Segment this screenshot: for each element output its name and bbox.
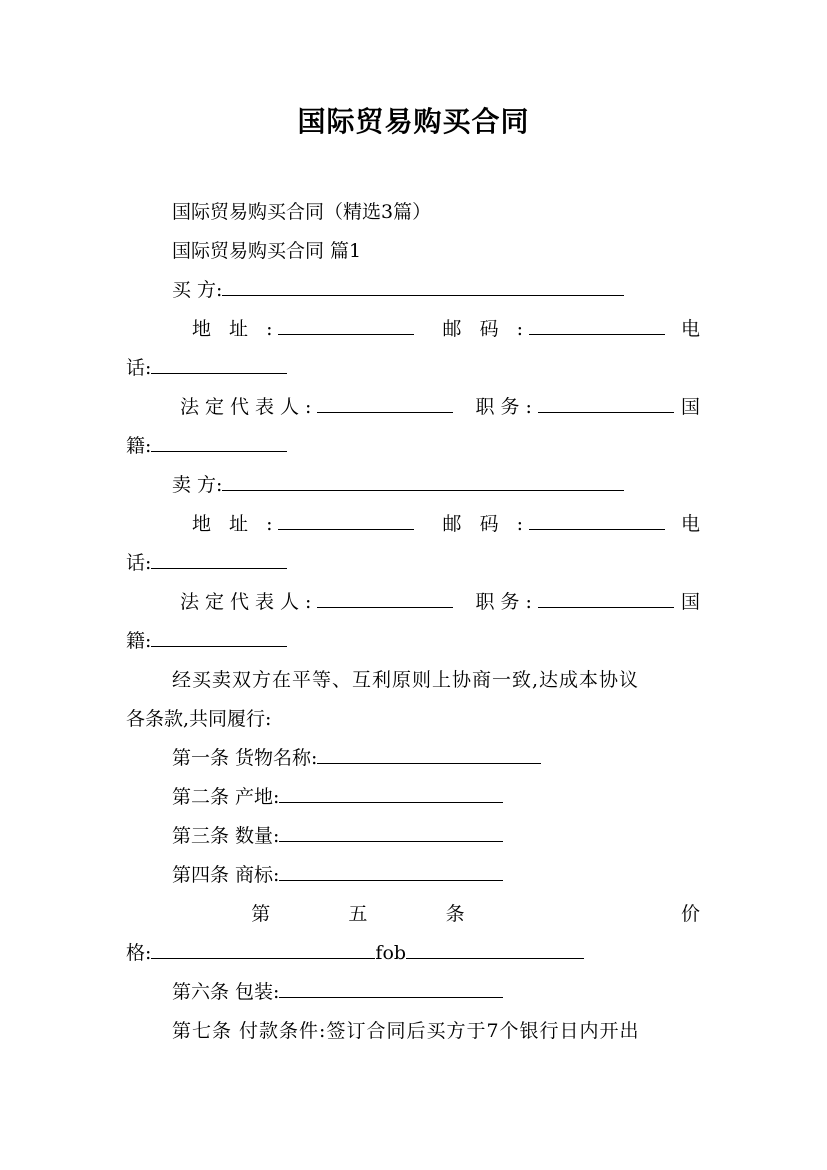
seller-label: 卖 方:	[172, 474, 223, 496]
rep-blank[interactable]	[317, 589, 453, 608]
article-3	[172, 823, 503, 849]
seller-line	[172, 472, 624, 498]
article-5-part-c: 条	[445, 903, 465, 925]
spacer	[543, 901, 603, 927]
buyer-blank[interactable]	[222, 277, 624, 296]
spacer	[172, 901, 173, 927]
nationality-label-part1: 国	[680, 396, 700, 418]
buyer-label: 买 方:	[172, 279, 223, 301]
phone-blank[interactable]	[151, 550, 287, 569]
section-heading: 国际贸易购买合同 篇1	[172, 240, 362, 262]
rep-blank[interactable]	[317, 394, 453, 413]
phone-label-part2: 话:	[126, 357, 152, 379]
article-6	[172, 979, 503, 1005]
buyer-line	[172, 277, 624, 303]
nationality-label-part2: 籍:	[126, 630, 152, 652]
fob-blank[interactable]	[406, 940, 584, 959]
zip-blank[interactable]	[529, 316, 665, 335]
goods-name-blank[interactable]	[317, 745, 541, 764]
article-5-part-b: 五	[348, 903, 368, 925]
article-1-label: 第一条 货物名称:	[172, 747, 318, 769]
buyer-nationality-line	[126, 433, 287, 459]
seller-phone-line	[126, 550, 287, 576]
document-title: 国际贸易购买合同	[297, 105, 530, 138]
article-5-part-a: 第	[251, 903, 271, 925]
seller-address-line	[192, 511, 700, 537]
position-blank[interactable]	[538, 589, 674, 608]
rep-label: 法定代表人:	[180, 396, 318, 418]
agreement-line-2: 各条款,共同履行:	[126, 708, 272, 730]
phone-label-part1: 电	[680, 318, 700, 340]
article-7: 第七条 付款条件:签订合同后买方于7个银行日内开出	[172, 1020, 640, 1042]
phone-label-part2: 话:	[126, 552, 152, 574]
buyer-phone-line	[126, 355, 287, 381]
phone-blank[interactable]	[151, 355, 287, 374]
article-1	[172, 745, 541, 771]
article-2	[172, 784, 503, 810]
address-label: 地 址 :	[192, 513, 279, 535]
phone-label-part1: 电	[680, 513, 700, 535]
price-label: 格:	[126, 942, 152, 964]
buyer-address-line	[192, 316, 700, 342]
nationality-blank[interactable]	[151, 628, 287, 647]
article-5-part-d: 价	[680, 903, 700, 925]
zip-label: 邮 码 :	[442, 318, 530, 340]
seller-blank[interactable]	[222, 472, 624, 491]
position-label: 职务:	[475, 396, 538, 418]
agreement-line-1: 经买卖双方在平等、互利原则上协商一致,达成本协议	[172, 669, 640, 691]
article-3-label: 第三条 数量:	[172, 825, 280, 847]
address-label: 地 址 :	[192, 318, 279, 340]
address-blank[interactable]	[278, 316, 414, 335]
buyer-rep-line	[180, 394, 700, 420]
intro-line: 国际贸易购买合同（精选3篇）	[172, 201, 432, 223]
zip-blank[interactable]	[529, 511, 665, 530]
article-5-price-line	[126, 940, 584, 966]
address-blank[interactable]	[278, 511, 414, 530]
nationality-blank[interactable]	[151, 433, 287, 452]
seller-nationality-line	[126, 628, 287, 654]
nationality-label-part1: 国	[680, 591, 700, 613]
position-label: 职务:	[475, 591, 538, 613]
fob-text: fob	[375, 942, 407, 964]
article-5-line	[172, 901, 700, 927]
article-2-label: 第二条 产地:	[172, 786, 280, 808]
zip-label: 邮 码 :	[442, 513, 530, 535]
seller-rep-line	[180, 589, 700, 615]
price-blank[interactable]	[151, 940, 375, 959]
trademark-blank[interactable]	[279, 862, 503, 881]
packaging-blank[interactable]	[279, 979, 503, 998]
article-6-label: 第六条 包装:	[172, 981, 280, 1003]
nationality-label-part2: 籍:	[126, 435, 152, 457]
origin-blank[interactable]	[279, 784, 503, 803]
position-blank[interactable]	[538, 394, 674, 413]
quantity-blank[interactable]	[279, 823, 503, 842]
rep-label: 法定代表人:	[180, 591, 318, 613]
article-4	[172, 862, 503, 888]
article-4-label: 第四条 商标:	[172, 864, 280, 886]
